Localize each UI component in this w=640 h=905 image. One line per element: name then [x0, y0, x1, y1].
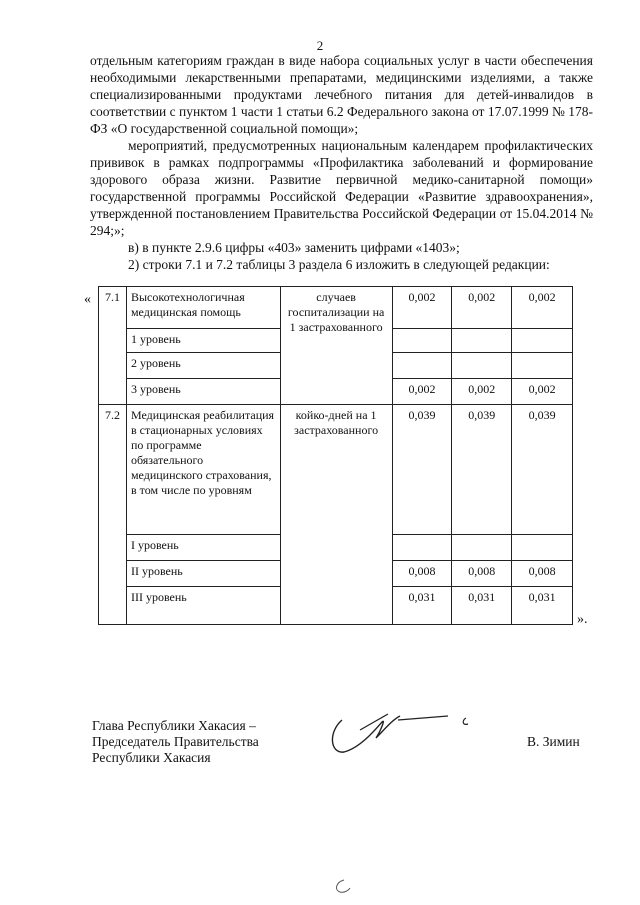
- row-name: Высокотехнологичная медицинская помощь: [126, 287, 280, 329]
- value-cell: 0,039: [452, 405, 512, 535]
- table-3-section-6: [98, 286, 573, 625]
- level-label: III уровень: [126, 587, 280, 625]
- position-line: Республики Хакасия: [92, 750, 211, 765]
- signatory-name: В. Зимин: [527, 734, 580, 749]
- page-number: 2: [316, 38, 324, 53]
- position-line: Председатель Правительства: [92, 734, 259, 749]
- level-label: 1 уровень: [126, 329, 280, 353]
- value-cell: 0,002: [392, 379, 452, 405]
- close-quote: ».: [577, 612, 588, 627]
- value-cell: 0,031: [452, 587, 512, 625]
- value-cell: [392, 535, 452, 561]
- signatory-position: [92, 718, 259, 766]
- handwritten-signature: [320, 702, 480, 762]
- value-cell: [452, 535, 512, 561]
- value-cell: 0,002: [512, 379, 573, 405]
- row-number: 7.2: [99, 405, 127, 625]
- paragraph-vaccination: мероприятий, предусмотренных национальным календарем профилактических прививок в рамках подпрограммы «Профилактика заболеваний и формирование здорового образа жизни. Развитие первичной медико-санитарной помощи» государственной программы Российской Федерации «Развитие здравоохранения», утвержденной постановлением Правительства Российской Федерации от 15.04.2014 № 294;»;: [90, 138, 593, 238]
- bottom-mark-icon: [330, 876, 352, 898]
- value-cell: [392, 353, 452, 379]
- value-cell: [512, 329, 573, 353]
- value-cell: 0,002: [512, 287, 573, 329]
- level-label: 3 уровень: [126, 379, 280, 405]
- value-cell: 0,002: [392, 287, 452, 329]
- paragraph-item-v: в) в пункте 2.9.6 цифры «403» заменить цифрами «1403»;: [128, 240, 460, 255]
- value-cell: 0,031: [512, 587, 573, 625]
- table-row: [99, 287, 573, 329]
- value-cell: 0,039: [512, 405, 573, 535]
- paragraph-item-2: 2) строки 7.1 и 7.2 таблицы 3 раздела 6 изложить в следующей редакции:: [128, 257, 550, 272]
- value-cell: [512, 535, 573, 561]
- position-line: Глава Республики Хакасия –: [92, 718, 256, 733]
- value-cell: [392, 329, 452, 353]
- value-cell: 0,008: [452, 561, 512, 587]
- paragraph-social-services: отдельным категориям граждан в виде набора социальных услуг в части обеспечения необходимыми лекарственными препаратами, медицинскими изделиями, а также специализированными продуктами лечебного питания для детей-инвалидов в соответствии с пунктом 1 части 1 статьи 6.2 Федерального закона от 17.07.1999 № 178-ФЗ «О государственной социальной помощи»;: [90, 53, 593, 136]
- row-name: Медицинская реабилитация в стационарных условиях по программе обязательного медицинского страхования, в том числе по уровням: [126, 405, 280, 535]
- value-cell: [512, 353, 573, 379]
- open-quote: «: [84, 292, 91, 307]
- value-cell: 0,002: [452, 379, 512, 405]
- level-label: I уровень: [126, 535, 280, 561]
- row-unit: случаев госпитализации на 1 застрахованного: [280, 287, 392, 405]
- value-cell: 0,008: [392, 561, 452, 587]
- value-cell: 0,031: [392, 587, 452, 625]
- value-cell: [452, 329, 512, 353]
- row-number: 7.1: [99, 287, 127, 405]
- row-unit: койко-дней на 1 застрахованного: [280, 405, 392, 625]
- level-label: II уровень: [126, 561, 280, 587]
- value-cell: 0,008: [512, 561, 573, 587]
- value-cell: 0,039: [392, 405, 452, 535]
- level-label: 2 уровень: [126, 353, 280, 379]
- table-row: [99, 405, 573, 535]
- value-cell: 0,002: [452, 287, 512, 329]
- value-cell: [452, 353, 512, 379]
